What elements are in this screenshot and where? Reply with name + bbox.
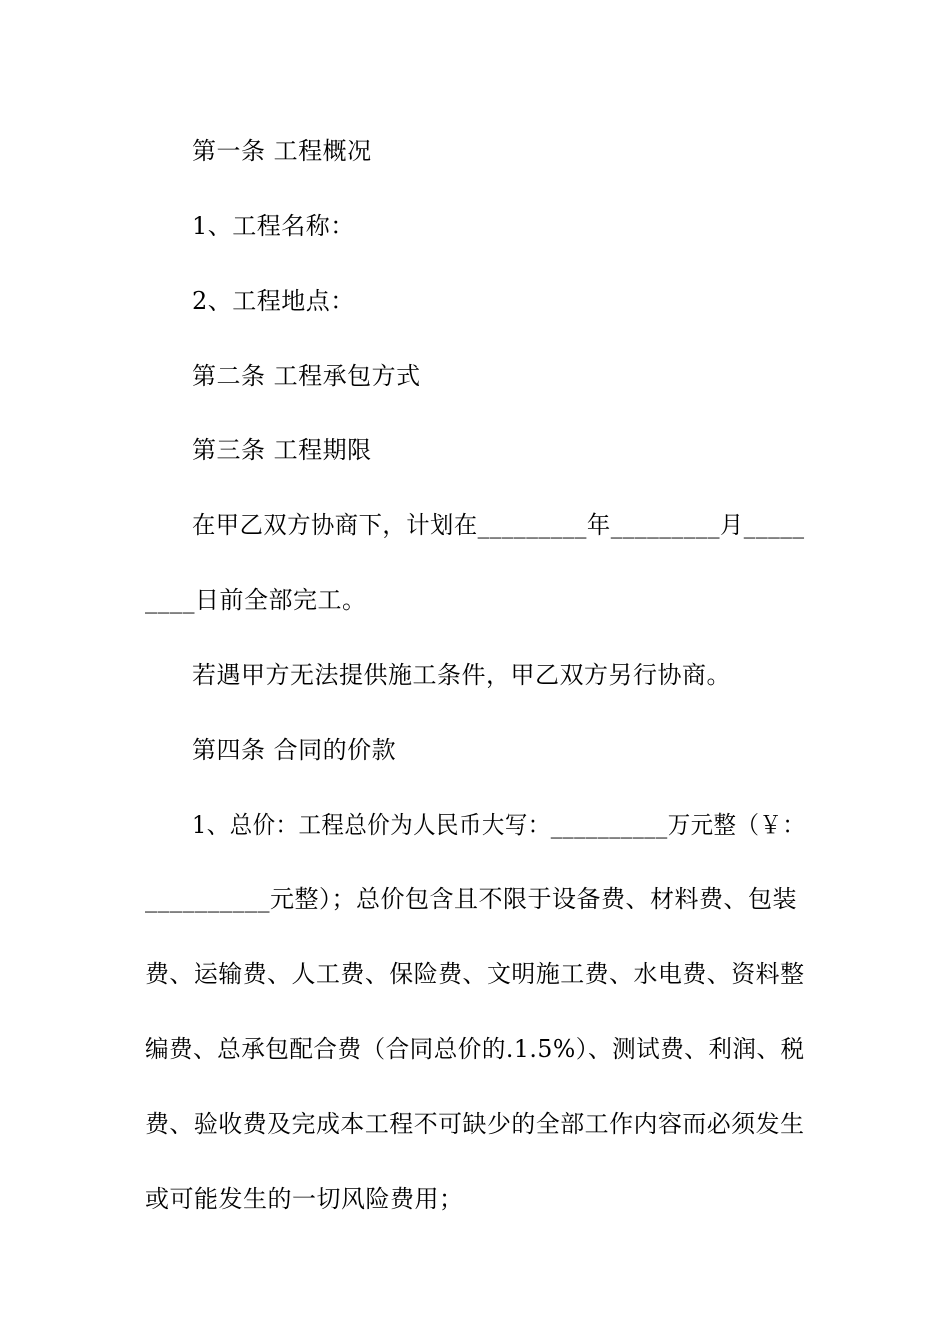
total-price-line-5: 费、验收费及完成本工程不可缺少的全部工作内容而必须发生 (145, 1110, 805, 1138)
article-3-heading: 第三条 工程期限 (192, 436, 372, 464)
article-2-heading: 第二条 工程承包方式 (192, 362, 421, 390)
schedule-paragraph-line-2: ____日前全部完工。 (145, 586, 367, 614)
total-price-line-3: 费、运输费、人工费、保险费、文明施工费、水电费、资料整 (145, 960, 805, 988)
project-name-line: 1、工程名称： (192, 212, 355, 240)
total-price-line-4: 编费、总承包配合费（合同总价的.1.5%）、测试费、利润、税 (145, 1035, 805, 1063)
schedule-paragraph-line-1: 在甲乙双方协商下，计划在_________年_________月_____ (192, 511, 805, 539)
total-price-line-6: 或可能发生的一切风险费用； (145, 1185, 464, 1213)
project-location-line: 2、工程地点： (192, 287, 355, 315)
total-price-line-2: __________元整）；总价包含且不限于设备费、材料费、包装 (145, 885, 797, 913)
article-4-heading: 第四条 合同的价款 (192, 736, 397, 764)
article-1-heading: 第一条 工程概况 (192, 137, 372, 165)
negotiation-paragraph: 若遇甲方无法提供施工条件，甲乙双方另行协商。 (192, 661, 731, 689)
total-price-line-1: 1、总价：工程总价为人民币大写：__________万元整（￥： (192, 811, 806, 839)
